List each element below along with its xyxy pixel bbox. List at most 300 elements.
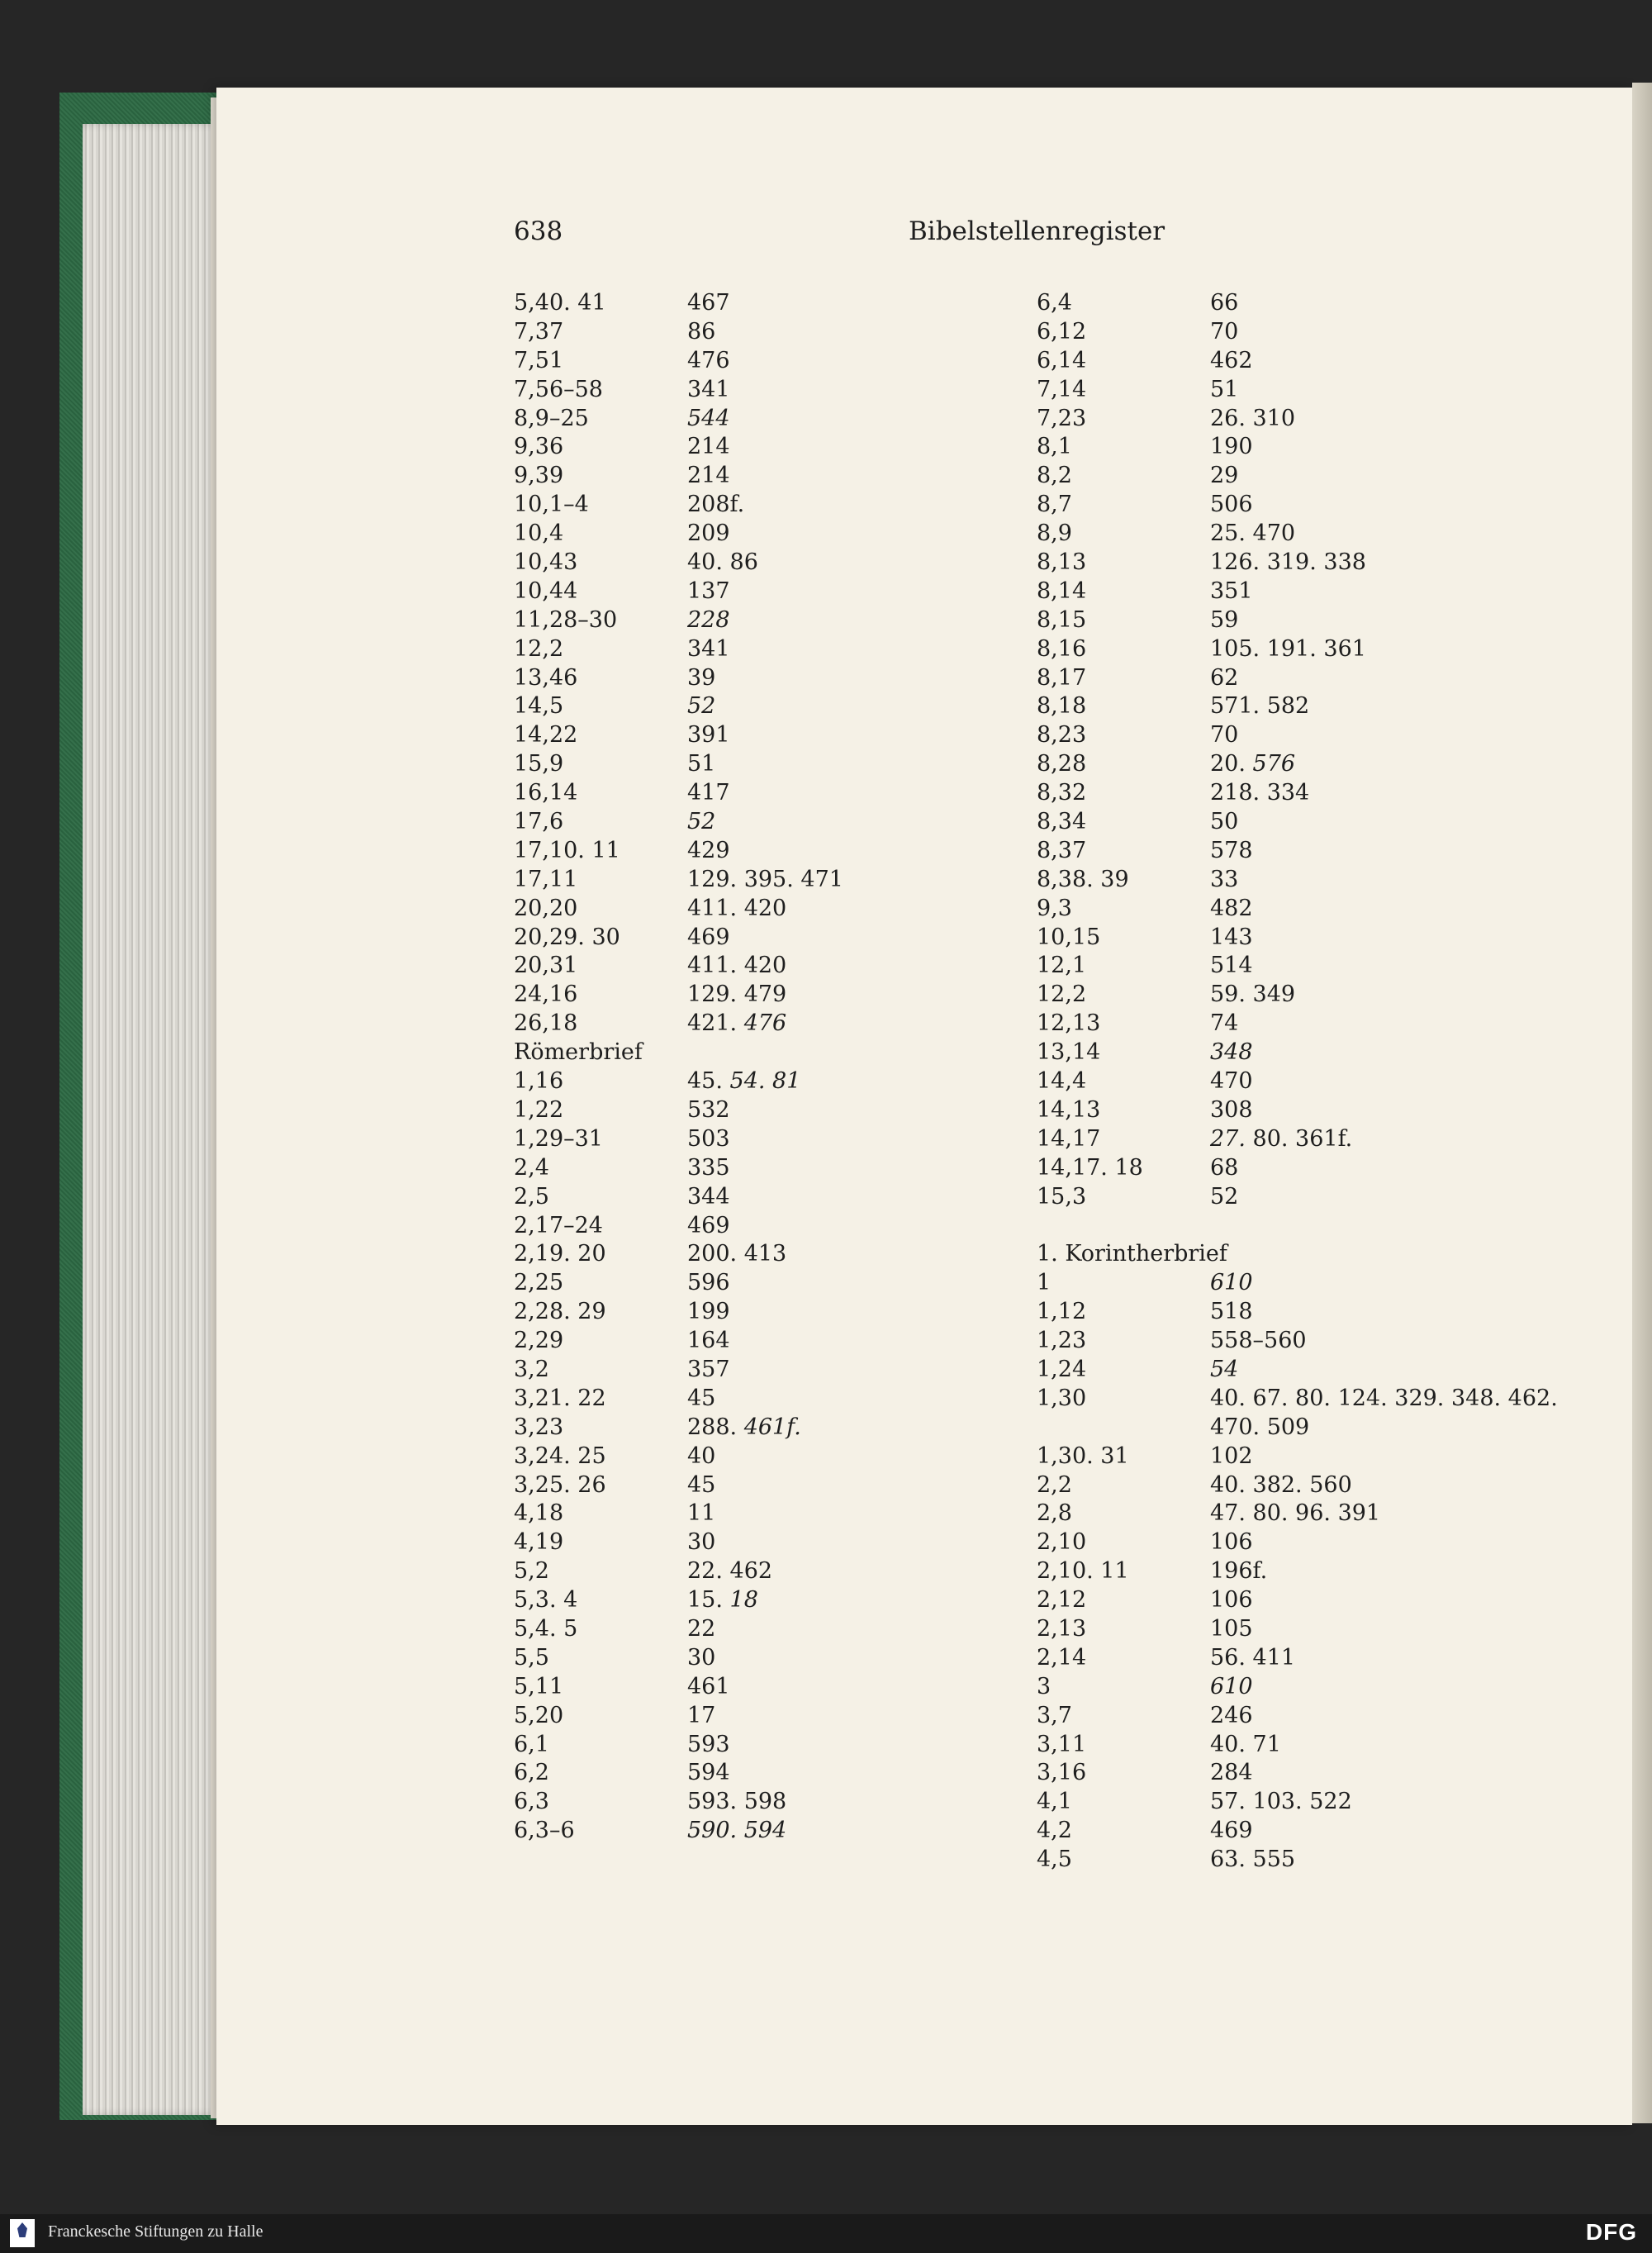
verse-reference: 8,15 [1037,606,1087,633]
index-entry [514,578,843,606]
page-ref-segment: 40. 382. 560 [1210,1471,1352,1498]
page-ref-segment: 17 [687,1702,716,1728]
page-references [1210,924,1253,953]
verse-reference: 3,11 [1037,1731,1087,1757]
page-ref-segment: 558–560 [1210,1328,1307,1354]
verse-reference: 6,4 [1037,290,1072,316]
index-entry [514,376,843,405]
page-ref-segment: 576 [1252,751,1296,777]
verse-reference: 8,14 [1037,578,1087,604]
page-ref-segment: 544 [687,405,730,431]
page-ref-segment: 411. 420 [687,895,787,921]
page-number: 638 [514,216,563,246]
page-references [687,1586,758,1615]
index-entry [1037,924,1558,953]
verse-reference: 4,5 [1037,1847,1072,1873]
verse-reference: 8,38. 39 [1037,866,1129,892]
page-ref-segment: 200. 413 [687,1241,787,1267]
verse-reference: 2,28. 29 [514,1299,606,1325]
page-ref-segment: 209 [687,520,730,547]
page-ref-segment: 461f. [743,1414,801,1440]
index-entry [1037,1528,1558,1557]
page-ref-segment: 214 [687,463,730,489]
verse-reference: 2,14 [1037,1644,1087,1671]
verse-reference: 7,37 [514,318,564,345]
index-entry [514,1500,843,1528]
index-entry [514,549,843,578]
verse-reference: 9,3 [1037,895,1072,921]
verse-reference: 3,21. 22 [514,1385,606,1411]
index-entry [514,1298,843,1327]
page-ref-segment: 54 [1210,1356,1239,1382]
page-references [687,1269,730,1298]
index-entry [514,635,843,664]
page-references [1210,750,1295,779]
index-entry [514,1817,843,1846]
verse-reference: 3,16 [1037,1760,1087,1786]
verse-reference: 2,5 [514,1183,549,1210]
page-references [687,1067,800,1096]
page-ref-segment: 199 [687,1299,730,1325]
page-references [687,1788,786,1817]
verse-reference: 17,11 [514,866,578,892]
index-entry [514,1702,843,1731]
page-references [1210,1673,1253,1702]
page-ref-segment: 357 [687,1356,730,1382]
index-entry [1037,433,1558,462]
verse-reference: 1 [1037,1270,1051,1296]
viewer-footer [0,2214,1652,2253]
page-ref-segment: 469 [687,924,730,950]
page-ref-segment: 593. 598 [687,1789,787,1815]
page-ref-segment: 476 [687,347,730,373]
page-references [687,1125,730,1154]
index-entry [514,1557,843,1586]
page-ref-segment: 40. 71 [1210,1731,1281,1757]
page-ref-segment: 50 [1210,809,1239,835]
page-references [1210,779,1309,808]
page-ref-segment: 469 [687,1212,730,1238]
page-references [687,1500,715,1528]
page-ref-segment: 47. 80. 96. 391 [1210,1500,1381,1527]
verse-reference: 7,56–58 [514,376,603,402]
verse-reference: 12,2 [1037,982,1087,1008]
page-ref-segment: 51 [1210,376,1239,402]
index-entry [514,1731,843,1760]
verse-reference: 5,20 [514,1702,564,1728]
page-ref-segment: 129. 395. 471 [687,866,843,892]
index-entry [514,289,843,318]
page-references [1210,1039,1253,1067]
verse-reference: 8,13 [1037,549,1087,576]
page-references [1210,606,1238,635]
page-references [1210,1298,1253,1327]
index-entry [1037,1817,1558,1846]
page-references [687,924,730,953]
page-references [1210,952,1253,981]
index-entry [1037,635,1558,664]
page-ref-segment: 461 [687,1673,730,1699]
verse-reference: 5,40. 41 [514,290,606,316]
index-entry [514,433,843,462]
index-entry [1037,1702,1558,1731]
index-entry [1037,1385,1558,1414]
index-entry [1037,1759,1558,1788]
page-references [687,433,730,462]
page-references [1210,1183,1238,1212]
page-references [1210,1154,1238,1183]
page-references [687,520,730,549]
index-entry [514,808,843,837]
index-entry [514,1471,843,1500]
verse-reference: 2,29 [514,1328,564,1354]
verse-reference: 8,9 [1037,520,1072,547]
page-references [1210,1327,1307,1356]
verse-reference: 8,16 [1037,635,1087,662]
page-ref-segment: 284 [1210,1760,1253,1786]
page-ref-segment: 610 [1210,1270,1253,1296]
page-references [687,1154,730,1183]
page-references [1210,520,1295,549]
page-references [1210,895,1253,924]
page-ref-segment: 51 [687,751,716,777]
verse-reference: 10,4 [514,520,564,547]
index-entry [514,1125,843,1154]
page-ref-segment: 476 [743,1010,787,1037]
page-references [687,1557,772,1586]
page-ref-segment: 56. 411 [1210,1644,1296,1671]
index-entry [1037,318,1558,347]
page-references [1210,433,1253,462]
page-references [1210,808,1238,837]
verse-reference: 2,25 [514,1270,564,1296]
page-ref-segment: 20. [1210,751,1253,777]
index-column-left [514,289,843,1846]
verse-reference: 3,24. 25 [514,1443,606,1469]
page-ref-segment: 22. 462 [687,1558,773,1585]
index-entry [1037,347,1558,376]
page-references [1210,837,1253,866]
page-ref-segment: 62 [1210,664,1239,691]
page-ref-segment: 596 [687,1270,730,1296]
page-references [687,1759,730,1788]
verse-reference: 10,15 [1037,924,1101,950]
page-references [687,289,730,318]
verse-reference: 4,19 [514,1529,564,1556]
index-entry [1037,1154,1558,1183]
page-ref-segment: 57. 103. 522 [1210,1789,1352,1815]
page-references [1210,1067,1253,1096]
verse-reference: 1,12 [1037,1299,1087,1325]
page-references [687,318,715,347]
page-references [687,549,758,578]
index-entry [514,1096,843,1125]
index-entry [514,779,843,808]
page-references [687,808,715,837]
verse-reference: 8,2 [1037,463,1072,489]
page-references [687,1212,730,1241]
blank-line [1037,1212,1558,1241]
index-entry [1037,837,1558,866]
verse-reference: 1,29–31 [514,1125,603,1152]
page-ref-segment: 70 [1210,318,1239,345]
verse-reference: 3,2 [514,1356,549,1382]
page-references [1210,1702,1253,1731]
page-ref-segment: 335 [687,1154,730,1181]
verse-reference: 4,1 [1037,1789,1072,1815]
index-entry [1037,462,1558,491]
page-ref-segment: 571. 582 [1210,693,1310,720]
index-entry [1037,952,1558,981]
verse-reference: 8,1 [1037,434,1072,460]
page-ref-segment: 196f. [1210,1558,1268,1585]
verse-reference: 1,16 [514,1068,564,1095]
verse-reference: 8,37 [1037,837,1087,863]
verse-reference: 8,32 [1037,780,1087,806]
index-entry [514,520,843,549]
index-entry [1037,750,1558,779]
page-ref-segment: 578 [1210,837,1253,863]
index-entry [514,721,843,750]
right-page-edge [1632,83,1652,2123]
page-references [687,1183,730,1212]
page-references [1210,491,1253,520]
page-references [687,981,786,1010]
index-entry [514,491,843,520]
index-entry [1037,1125,1558,1154]
verse-reference: 8,28 [1037,751,1087,777]
verse-reference: 1,23 [1037,1328,1087,1354]
index-entry [1037,289,1558,318]
index-entry [514,1528,843,1557]
page-ref-segment: 514 [1210,953,1253,979]
page-ref-segment: 22 [687,1615,716,1642]
page-references [687,1414,801,1443]
verse-reference: 12,1 [1037,953,1087,979]
page-references [687,376,730,405]
page-ref-segment: 594 [687,1760,730,1786]
index-entry [514,750,843,779]
page-ref-segment: 52 [1210,1183,1239,1210]
page-ref-segment: 25. 470 [1210,520,1296,547]
verse-reference: 4,18 [514,1500,564,1527]
page-references [1210,1528,1253,1557]
page-ref-segment: 70 [1210,722,1239,749]
index-entry [514,1788,843,1817]
section-heading: 1. Korintherbrief [1037,1241,1227,1267]
index-entry [1037,895,1558,924]
page-ref-segment: 30 [687,1644,716,1671]
page-references [687,635,730,664]
index-entry [1037,1731,1558,1760]
verse-reference: 7,23 [1037,405,1087,431]
page-ref-segment: 40. 67. 80. 124. 329. 348. 462. [1210,1385,1558,1411]
page-references [687,866,843,895]
page-references [687,1644,715,1673]
verse-reference: 2,8 [1037,1500,1072,1527]
page-references [1210,1096,1253,1125]
verse-reference: 13,14 [1037,1039,1101,1066]
page-ref-segment: 341 [687,376,730,402]
page-ref-segment: 503 [687,1125,730,1152]
index-entry [1037,1067,1558,1096]
page-ref-segment: 351 [1210,578,1253,604]
verse-reference: 6,3–6 [514,1818,575,1844]
verse-reference: 20,29. 30 [514,924,620,950]
page-ref-segment: 59 [1210,606,1239,633]
verse-reference: 3,23 [514,1414,564,1440]
index-entry [1037,491,1558,520]
page-references [1210,1471,1352,1500]
page-references [1210,578,1253,606]
index-entry [1037,1010,1558,1039]
page-references [1210,347,1253,376]
verse-reference: 6,12 [1037,318,1087,345]
verse-reference: 7,51 [514,347,564,373]
page-ref-segment: 45 [687,1385,716,1411]
index-entry [1037,1096,1558,1125]
verse-reference: 20,20 [514,895,578,921]
index-entry [1037,1183,1558,1212]
verse-reference: 8,9–25 [514,405,589,431]
index-entry [1037,1500,1558,1528]
index-entry [1037,866,1558,895]
index-entry [514,1414,843,1443]
page-references [687,952,786,981]
verse-reference: 12,2 [514,635,564,662]
index-entry [514,1385,843,1414]
verse-reference: 2,4 [514,1154,549,1181]
index-entry [1037,405,1558,434]
verse-reference: 2,2 [1037,1471,1072,1498]
page-references [1210,635,1366,664]
verse-reference: 2,12 [1037,1587,1087,1614]
page-references [687,1443,715,1471]
page-ref-segment: 129. 479 [687,982,787,1008]
page-references [1210,405,1295,434]
page-references [1210,1615,1253,1644]
index-entry [1037,692,1558,721]
page-references [687,1096,730,1125]
verse-reference: 9,36 [514,434,564,460]
page-references [1210,549,1366,578]
verse-reference: 14,17. 18 [1037,1154,1143,1181]
page-ref-segment: 190 [1210,434,1253,460]
page-ref-segment: 593 [687,1731,730,1757]
page-references [687,1298,730,1327]
index-entry [514,981,843,1010]
page-references [687,491,744,520]
page-edges [83,124,231,2115]
page-references [687,1010,786,1039]
verse-reference: 13,46 [514,664,578,691]
page-references [687,578,730,606]
page-references [1210,1846,1295,1875]
page-references [1210,1644,1295,1673]
page-references [1210,1817,1253,1846]
index-entry [514,1586,843,1615]
page-ref-segment: 106 [1210,1587,1253,1614]
page-references [687,779,730,808]
verse-reference: 15,9 [514,751,564,777]
verse-reference: 8,34 [1037,809,1087,835]
index-entry [514,1183,843,1212]
page-ref-segment: 288. [687,1414,744,1440]
page-ref-segment: 246 [1210,1702,1253,1728]
verse-reference: 15,3 [1037,1183,1087,1210]
page-ref-segment: 66 [1210,290,1239,316]
page-references [687,721,730,750]
verse-reference: 5,2 [514,1558,549,1585]
verse-reference: 4,2 [1037,1818,1072,1844]
verse-reference: 1,24 [1037,1356,1087,1382]
index-entry [514,1615,843,1644]
verse-reference: 5,5 [514,1644,549,1671]
verse-reference [1037,1414,1210,1443]
page-references [1210,1586,1253,1615]
page-references [687,1528,715,1557]
verse-reference: 16,14 [514,780,578,806]
index-entry [514,924,843,953]
verse-reference: 1,30. 31 [1037,1443,1129,1469]
index-entry [514,866,843,895]
index-entry [1037,1298,1558,1327]
page-references [1210,289,1238,318]
verse-reference: 1,30 [1037,1385,1087,1411]
index-entry [514,462,843,491]
page-references [687,1240,786,1269]
page-ref-segment: 11 [687,1500,716,1527]
index-entry [1037,549,1558,578]
page-references [687,1356,730,1385]
page-ref-segment: 30 [687,1529,716,1556]
page-references [1210,1125,1352,1154]
index-entry [514,1356,843,1385]
index-entry [1037,1269,1558,1298]
page-ref-segment: 470. 509 [1210,1414,1310,1440]
verse-reference: 8,18 [1037,693,1087,720]
page-references [1210,1269,1253,1298]
page-ref-segment: 15. [687,1587,730,1614]
index-entry [514,405,843,434]
verse-reference: 3 [1037,1673,1051,1699]
page-ref-segment: 143 [1210,924,1253,950]
page-ref-segment: 63. 555 [1210,1847,1296,1873]
index-entry [1037,376,1558,405]
page-ref-segment: 86 [687,318,716,345]
index-column-right [1037,289,1558,1875]
verse-reference: 8,23 [1037,722,1087,749]
verse-reference: 2,17–24 [514,1212,603,1238]
page-ref-segment: 341 [687,635,730,662]
page-ref-segment: 105 [1210,1615,1253,1642]
index-entry [1037,1586,1558,1615]
page-references [687,692,715,721]
verse-reference: 3,25. 26 [514,1471,606,1498]
page-references [1210,981,1295,1010]
page-references [1210,664,1238,693]
index-entry [514,895,843,924]
page-ref-segment: 137 [687,578,730,604]
index-entry [1037,808,1558,837]
page-ref-segment: 33 [1210,866,1239,892]
index-entry [514,1154,843,1183]
page-references [1210,1788,1352,1817]
verse-reference: 2,19. 20 [514,1241,606,1267]
page-ref-segment: 40. 86 [687,549,758,576]
institution-name: Franckesche Stiftungen zu Halle [48,2222,263,2241]
page-ref-segment: 59. 349 [1210,982,1296,1008]
